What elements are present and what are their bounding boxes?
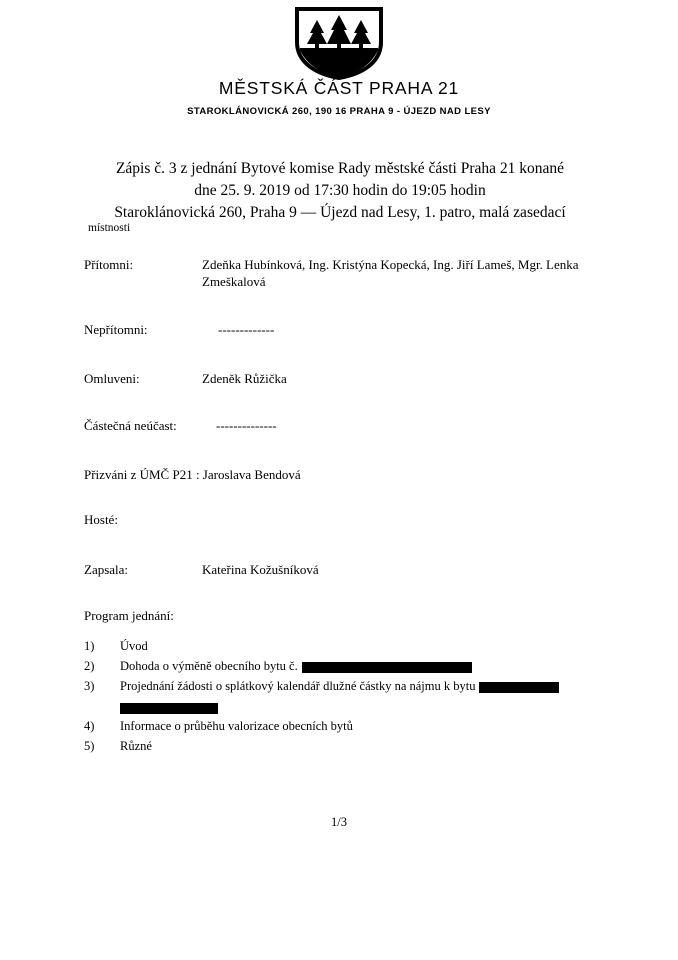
agenda-item-number: 3)	[84, 679, 95, 693]
writer-label: Zapsala:	[84, 562, 129, 577]
agenda-item	[84, 716, 624, 736]
absent-value: -------------	[218, 322, 275, 337]
agenda-item-number: 1)	[84, 639, 95, 653]
agenda-item-number: 2)	[84, 659, 95, 673]
agenda-item-text: Projednání žádosti o splátkový kalendář dlužné částky na nájmu k bytu	[120, 679, 476, 693]
partial-attendance-label: Částečná neúčast:	[84, 418, 177, 433]
document-title-line-1: Zápis č. 3 z jednání Bytové komise Rady městské části Praha 21 konané	[115, 160, 565, 177]
agenda-list	[84, 636, 624, 756]
agenda-item-text: Úvod	[120, 639, 148, 653]
agenda-item-number: 4)	[84, 719, 95, 733]
agenda-item-text-wrap	[120, 656, 624, 676]
redaction-bar	[479, 682, 559, 693]
page-number: 1/3	[331, 815, 347, 829]
agenda-item	[84, 636, 624, 656]
present-value: Zdeňka Hubínková, Ing. Kristýna Kopecká, Ing. Jiří Lameš, Mgr. Lenka Zmeškalová	[202, 257, 579, 289]
agenda-item	[84, 736, 624, 756]
agenda-item	[84, 656, 624, 676]
document-title	[60, 158, 620, 224]
document-title-line-3: Staroklánovická 260, Praha 9 — Újezd nad Lesy, 1. patro, malá zasedací	[114, 204, 566, 221]
agenda-item-text: Různé	[120, 739, 152, 753]
redaction-bar	[120, 703, 218, 714]
partial-attendance-value: --------------	[216, 418, 277, 433]
agenda-item-text-wrap	[120, 676, 624, 716]
coat-of-arms	[0, 6, 678, 80]
agenda-item	[84, 676, 624, 716]
guests-label: Hosté:	[84, 512, 118, 527]
coat-of-arms-icon	[293, 6, 385, 80]
present-label: Přítomni:	[84, 257, 134, 272]
excused-label: Omluveni:	[84, 371, 140, 386]
document-title-line-2: dne 25. 9. 2019 od 17:30 hodin do 19:05 hodin	[194, 182, 486, 199]
writer-value: Kateřina Kožušníková	[202, 562, 319, 577]
agenda-item-text: Dohoda o výměně obecního bytu č.	[120, 659, 298, 673]
agenda-title: Program jednání:	[84, 608, 174, 623]
meeting-room-note: místnosti	[88, 222, 131, 234]
organization-title: MĚSTSKÁ ČÁST PRAHA 21	[218, 78, 460, 98]
absent-label: Nepřítomni:	[84, 322, 148, 337]
agenda-item-number: 5)	[84, 739, 95, 753]
excused-value: Zdeněk Růžička	[202, 371, 287, 386]
organization-address: STAROKLÁNOVICKÁ 260, 190 16 PRAHA 9 - ÚJEZD NAD LESY	[187, 106, 491, 117]
agenda-item-text: Informace o průběhu valorizace obecních bytů	[120, 719, 353, 733]
invited-label: Přizváni z ÚMČ P21 : Jaroslava Bendová	[84, 467, 301, 482]
redaction-bar	[302, 662, 472, 673]
